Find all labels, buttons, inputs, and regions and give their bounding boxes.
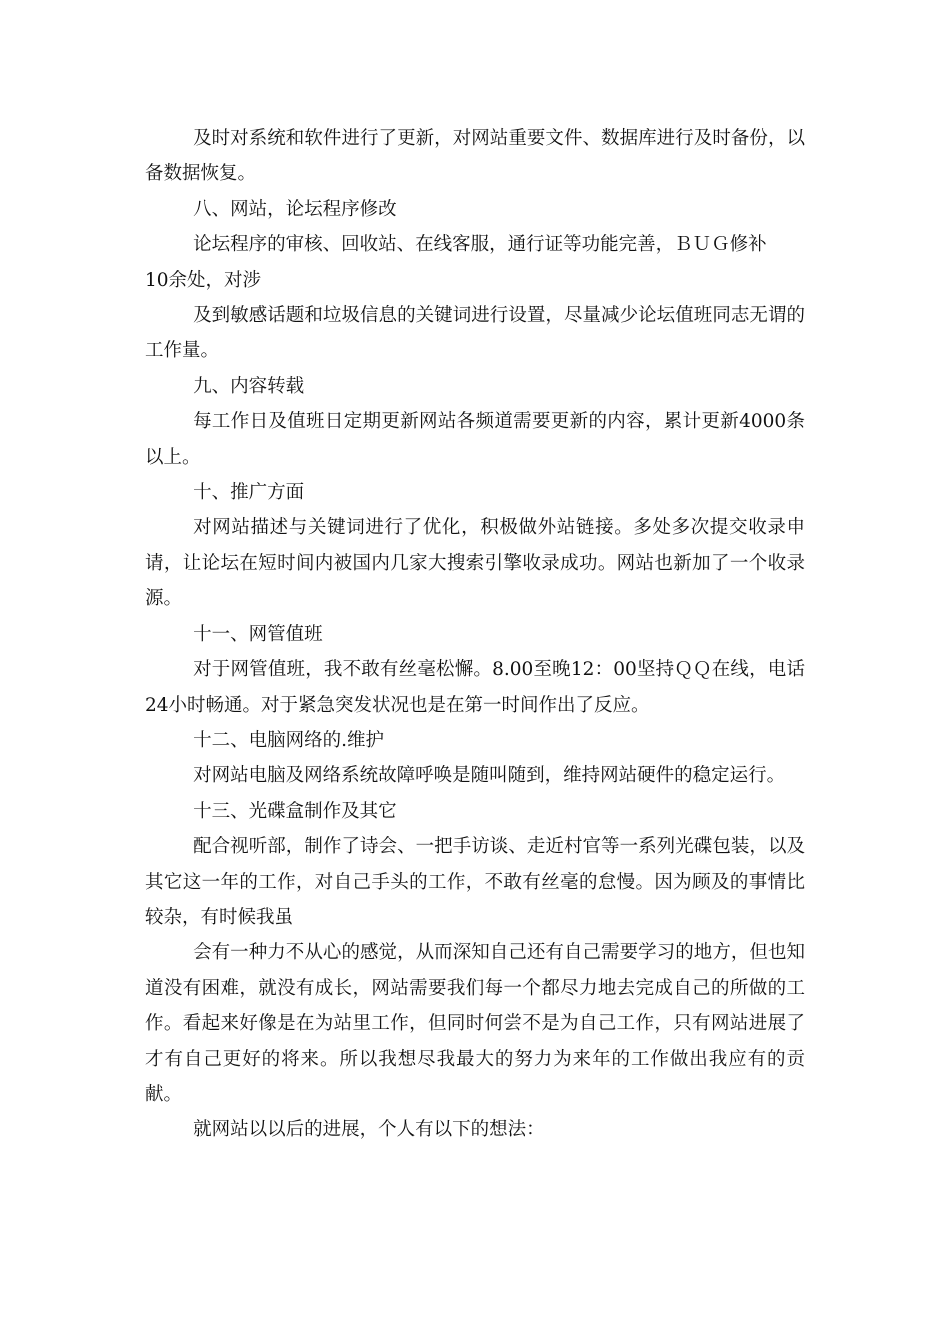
section-heading-10: 十、推广方面	[193, 482, 305, 504]
paragraph-duty: 对于网管值班，我不敢有丝毫松懈。8.00至晚12：00坚持ＱＱ在线，电话24小时畅通。对于紧急突发状况也是在第一时间作出了反应。	[145, 659, 805, 716]
paragraph-maintenance: 对网站电脑及网络系统故障呼唤是随叫随到，维持网站硬件的稳定运行。	[193, 765, 786, 787]
section-heading-13: 十三、光碟盒制作及其它	[193, 800, 397, 822]
paragraph-reflection: 会有一种力不从心的感觉，从而深知自己还有自己需要学习的地方，但也知道没有困难，就没有成长，网站需要我们每一个都尽力地去完成自己的所做的工作。看起来好像是在为站里工作，但同时何尝不是为自己工作，只有网站进展了才有自己更好的将来。所以我想尽我最大的努力为来年的工作做出我应有的贡献。	[145, 942, 805, 1105]
document-body	[145, 121, 805, 1148]
paragraph-backup: 及时对系统和软件进行了更新，对网站重要文件、数据库进行及时备份，以备数据恢复。	[145, 128, 805, 185]
paragraph-forum-features: 论坛程序的审核、回收站、在线客服，通行证等功能完善，ＢＵＧ修补	[193, 234, 767, 256]
paragraph-content-updates: 每工作日及值班日定期更新网站各频道需要更新的内容，累计更新4000条以上。	[145, 411, 805, 468]
section-heading-12: 十二、电脑网络的.维护	[193, 729, 384, 751]
paragraph-keywords: 及到敏感话题和垃圾信息的关键词进行设置，尽量减少论坛值班同志无谓的工作量。	[145, 305, 805, 362]
section-heading-9: 九、内容转载	[193, 375, 305, 397]
paragraph-future-ideas: 就网站以以后的进展，个人有以下的想法：	[193, 1119, 545, 1141]
paragraph-bug-count: 10余处，对涉	[145, 269, 262, 291]
section-heading-11: 十一、网管值班	[193, 623, 323, 645]
paragraph-promotion: 对网站描述与关键词进行了优化，积极做外站链接。多处多次提交收录申请，让论坛在短时间内被国内几家大搜索引擎收录成功。网站也新加了一个收录源。	[145, 517, 805, 610]
paragraph-disc-packaging: 配合视听部，制作了诗会、一把手访谈、走近村官等一系列光碟包装，以及其它这一年的工作，对自己手头的工作，不敢有丝毫的怠慢。因为顾及的事情比较杂，有时候我虽	[145, 836, 805, 928]
section-heading-8: 八、网站，论坛程序修改	[193, 198, 397, 220]
